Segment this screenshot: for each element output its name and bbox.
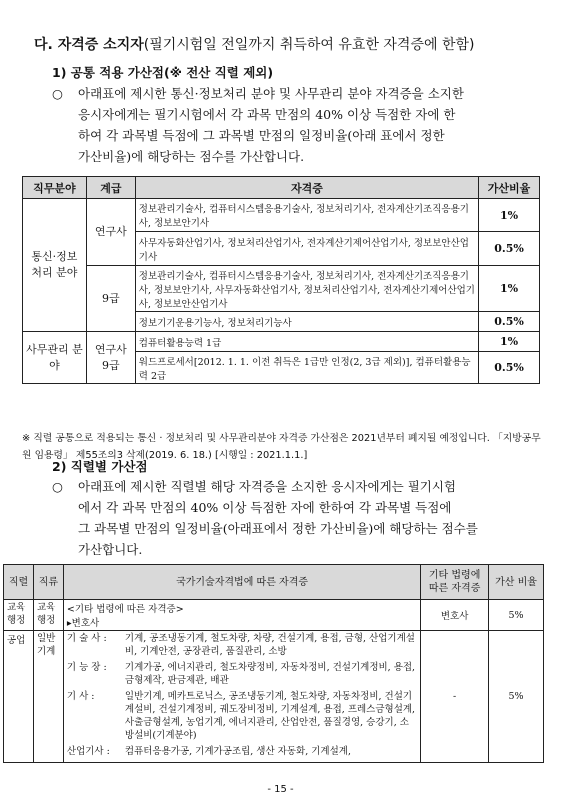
- bullet-icon: ○: [52, 479, 63, 494]
- qual-label: 산업기사 :: [66, 746, 110, 757]
- table-header-row: [23, 177, 540, 199]
- table-header-row: [4, 565, 544, 600]
- table-row: [4, 631, 544, 763]
- rate-cell: 0.5%: [479, 232, 540, 266]
- paragraph-line: 응시자에게는 필기시험에서 각 과목 만점의 40% 이상 득점한 자에 한: [78, 107, 456, 122]
- grade-research: 연구사: [86, 199, 135, 266]
- qual-row: [67, 745, 417, 758]
- field-it: 통신·정보 처리 분야: [23, 199, 87, 332]
- qual-label: 기 능 장 :: [66, 662, 107, 673]
- qual-label: 기 사 :: [66, 691, 95, 702]
- cert-cell: 정보기기운용기능사, 정보처리기능사: [135, 312, 478, 332]
- section-title-note: (필기시험일 전일까지 취득하여 유효한 자격증에 한함): [143, 37, 475, 53]
- paragraph-line: 그 과목별 만점의 일정비율(아래표에서 정한 가산비율)에 해당하는 점수를: [78, 521, 478, 536]
- paragraph-line: 아래표에 제시한 통신·정보처리 분야 및 사무관리 분야 자격증을 소지한: [78, 86, 464, 101]
- cert-cell: 정보관리기술사, 컴퓨터시스템응용기술사, 정보처리기사, 전자계산기조직응용기사, 정보보안기사, 사무자동화산업기사, 정보처리산업기사, 전자계산기제어산업기사, 정보보안산업기사: [135, 266, 478, 312]
- header-series: 직렬: [4, 565, 34, 600]
- field-office: 사무관리 분 야: [23, 332, 87, 384]
- header-national-cert: 국가기술자격법에 따른 자격증: [63, 565, 420, 600]
- section-heading: [34, 34, 474, 54]
- section-number: 다.: [34, 37, 53, 53]
- paragraph-common: [52, 83, 542, 167]
- cert-cell: 사무자동화산업기사, 정보처리산업기사, 전자계산기제어산업기사, 정보보안산업기사: [135, 232, 478, 266]
- table-row: [23, 199, 540, 232]
- header-rate: 가산 비율: [489, 565, 544, 600]
- rate-cell: 5%: [489, 631, 544, 763]
- table-row: [4, 600, 544, 631]
- paragraph-line: 가산비율)에 해당하는 점수를 가산합니다.: [78, 149, 305, 164]
- cert-cell: 워드프로세서[2012. 1. 1. 이전 취득은 1급만 인정(2, 3급 제외)], 컴퓨터활용능력 2급: [135, 352, 478, 384]
- qual-row: [67, 661, 417, 687]
- bullet-icon: ○: [52, 86, 63, 101]
- section-title: 자격증 소지자: [57, 37, 144, 53]
- rate-cell: 0.5%: [479, 352, 540, 384]
- header-other-cert: 기타 법령에 따른 자격증: [421, 565, 489, 600]
- cert-line: <기타 법령에 따른 자격증>: [66, 604, 184, 615]
- series-cell: 공업: [4, 631, 34, 763]
- kind-cell: 일반 기계: [33, 631, 63, 763]
- cert-cell: [63, 631, 420, 763]
- common-bonus-table: [22, 176, 540, 384]
- paragraph-line: 아래표에 제시한 직렬별 해당 자격증을 소지한 응시자에게는 필기시험: [78, 479, 456, 494]
- page-number: - 15 -: [267, 784, 294, 795]
- paragraph-line: 하여 각 과목별 득점에 그 과목별 만점의 일정비율(아래 표에서 정한: [78, 128, 445, 143]
- table-row: [23, 332, 540, 352]
- subsection-title-series: 2) 직렬별 가산점: [52, 459, 148, 474]
- cert-cell: 컴퓨터활용능력 1급: [135, 332, 478, 352]
- other-cert-cell: -: [421, 631, 489, 763]
- cert-cell: [63, 600, 420, 631]
- cert-line: ▸변호사: [66, 618, 100, 629]
- header-field: 직무분야: [23, 177, 87, 199]
- kind-cell: 교육 행정: [33, 600, 63, 631]
- header-kind: 직류: [33, 565, 63, 600]
- qual-text: 기계가공, 에너지관리, 철도차량정비, 자동차정비, 건설기계정비, 용접, 금형제작, 판금제관, 배관: [124, 662, 416, 686]
- header-certificate: 자격증: [135, 177, 478, 199]
- qual-row: [67, 690, 417, 742]
- paragraph-line: 에서 각 과목 만점의 40% 이상 득점한 자에 한하여 각 과목별 득점에: [78, 500, 452, 515]
- rate-cell: 1%: [479, 266, 540, 312]
- qual-text: 컴퓨터응용가공, 기계가공조립, 생산 자동화, 기계설계,: [124, 746, 351, 757]
- qual-text: 일반기계, 메카트로닉스, 공조냉동기계, 철도차량, 자동차정비, 건설기계설비, 건설기계정비, 궤도장비정비, 기계설계, 용접, 프레스금형설계, 사출금형설계, 농업기계, 에너지관리, 산업안전, 품질경영, 승강기, 소방설비(기계분야): [124, 691, 416, 741]
- header-grade: 계급: [86, 177, 135, 199]
- rate-cell: 1%: [479, 332, 540, 352]
- rate-cell: 0.5%: [479, 312, 540, 332]
- paragraph-line: 가산합니다.: [78, 542, 143, 557]
- header-rate: 가산비율: [479, 177, 540, 199]
- series-cell: 교육 행정: [4, 600, 34, 631]
- note-mark: ※: [22, 433, 31, 444]
- rate-cell: 1%: [479, 199, 540, 232]
- series-bonus-table: [3, 564, 544, 763]
- subsection-title-common: 1) 공통 적용 가산점(※ 전산 직렬 제외): [52, 65, 274, 80]
- grade-research-9: 연구사 9급: [86, 332, 135, 384]
- rate-cell: 5%: [489, 600, 544, 631]
- note-text: 직렬 공통으로 적용되는 통신 · 정보처리 및 사무관리분야 자격증 가산점은 2021년부터 폐지될 예정입니다. 「지방공무원 임용령」 제55조의3 삭제(2019. 6. 18.) [시행일 : 2021.1.1.]: [22, 433, 541, 461]
- qual-label: 기 술 사 :: [66, 633, 107, 644]
- grade-9: 9급: [86, 266, 135, 332]
- qual-text: 기계, 공조냉동기계, 철도차량, 차량, 건설기계, 용접, 금형, 산업기계설비, 기계안전, 공장관리, 품질관리, 소방: [124, 633, 415, 657]
- other-cert-cell: 변호사: [421, 600, 489, 631]
- table-row: [23, 266, 540, 312]
- qual-row: [67, 632, 417, 658]
- paragraph-series: [52, 476, 542, 560]
- cert-cell: 정보관리기술사, 컴퓨터시스템응용기술사, 정보처리기사, 전자계산기조직응용기사, 정보보안기사: [135, 199, 478, 232]
